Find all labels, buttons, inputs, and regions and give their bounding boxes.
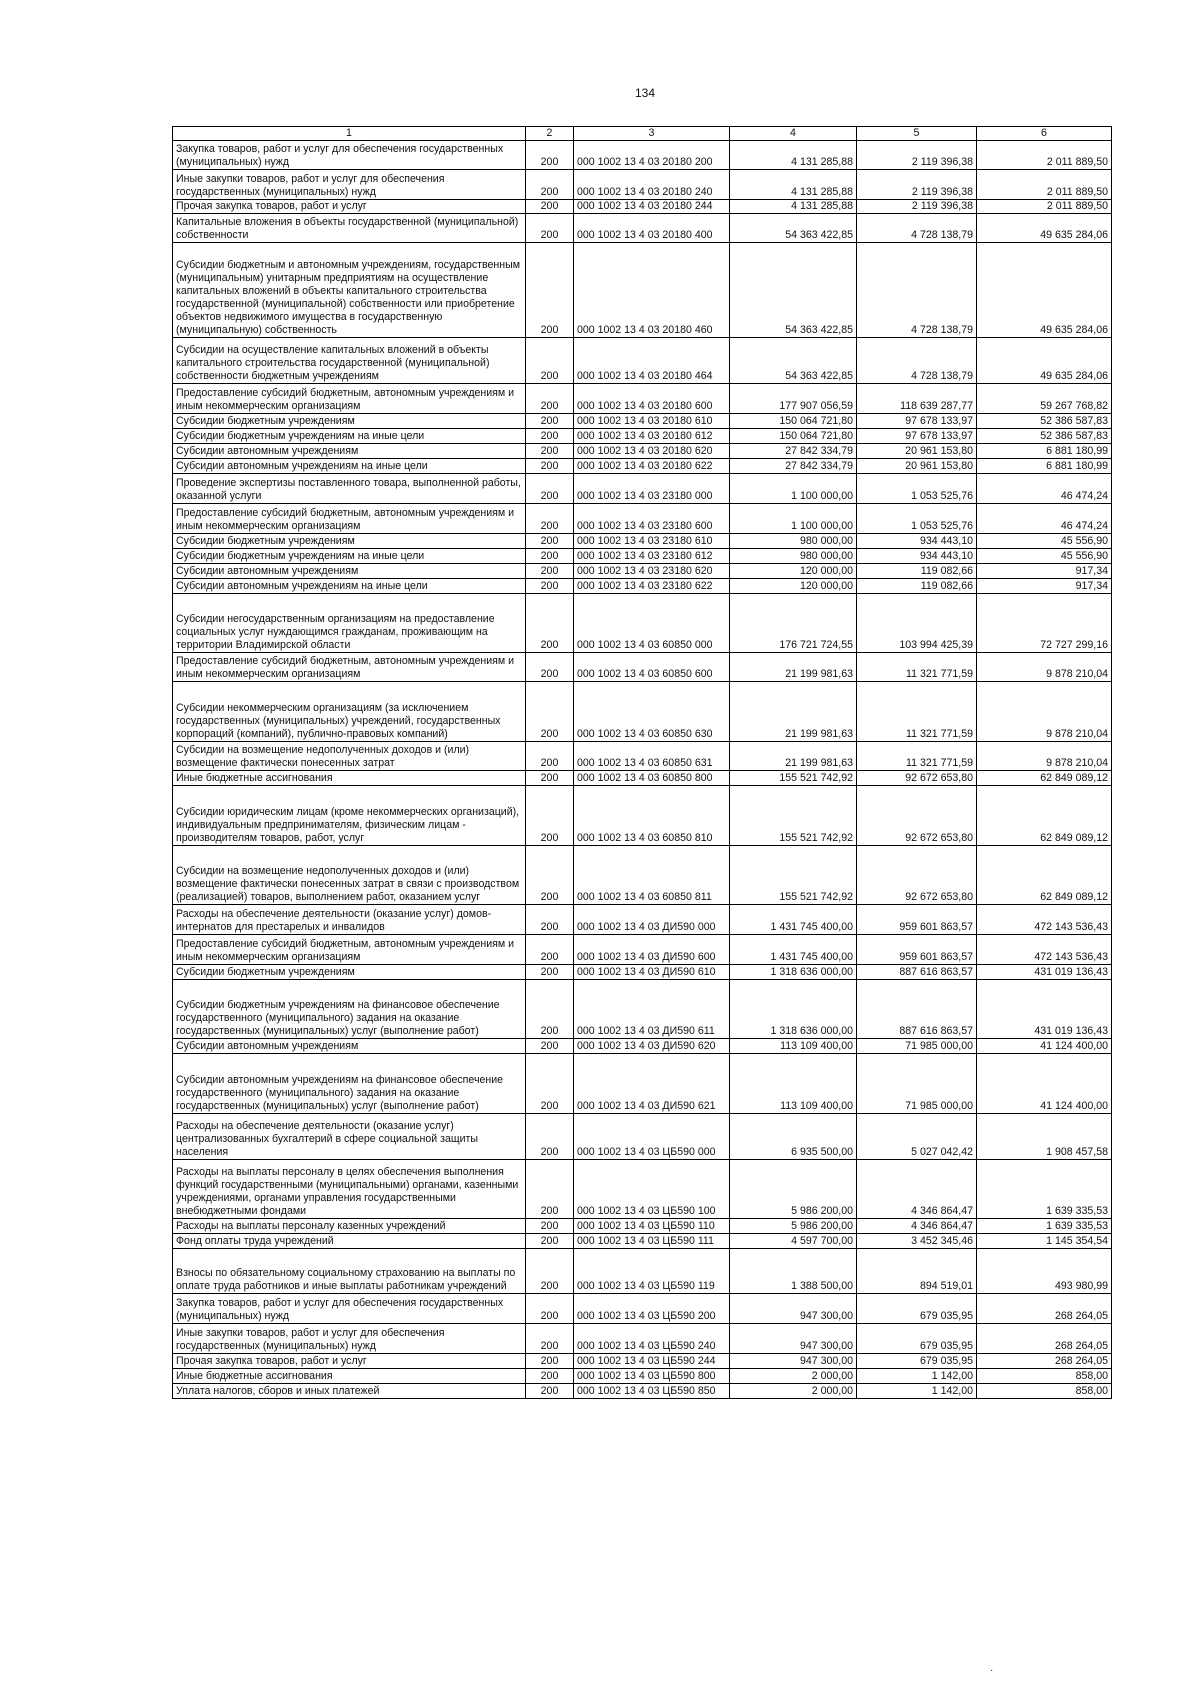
row-value-6: 9 878 210,04 [977, 742, 1112, 771]
scan-speck: · [990, 1665, 994, 1676]
row-grbs: 200 [526, 1039, 574, 1054]
row-code: 000 1002 13 4 03 20180 610 [574, 414, 730, 429]
table-row [173, 141, 1112, 170]
row-value-5: 934 443,10 [857, 549, 977, 564]
row-name: Иные бюджетные ассигнования [173, 771, 526, 786]
row-code: 000 1002 13 4 03 ДИ590 600 [574, 935, 730, 965]
row-name: Расходы на выплаты персоналу в целях обеспечения выполнения функций государственными (муниципальными) органами, казенными учреждениями, органами управления государственными внебюджетными фондами [173, 1160, 526, 1219]
budget-table [172, 126, 1112, 1399]
row-value-6: 9 878 210,04 [977, 682, 1112, 742]
table-row [173, 742, 1112, 771]
row-name: Проведение экспертизы поставленного товара, выполненной работы, оказанной услуги [173, 474, 526, 504]
row-code: 000 1002 13 4 03 ЦБ590 850 [574, 1384, 730, 1399]
row-value-6: 2 011 889,50 [977, 170, 1112, 200]
table-row [173, 1054, 1112, 1114]
row-value-5: 11 321 771,59 [857, 742, 977, 771]
row-grbs: 200 [526, 214, 574, 243]
row-grbs: 200 [526, 771, 574, 786]
row-code: 000 1002 13 4 03 23180 620 [574, 564, 730, 579]
table-row [173, 1369, 1112, 1384]
row-value-4: 4 131 285,88 [730, 170, 857, 200]
row-name: Предоставление субсидий бюджетным, автономным учреждениям и иным некоммерческим организациям [173, 653, 526, 682]
row-code: 000 1002 13 4 03 60850 631 [574, 742, 730, 771]
row-grbs: 200 [526, 980, 574, 1039]
row-grbs: 200 [526, 905, 574, 935]
row-code: 000 1002 13 4 03 60850 811 [574, 846, 730, 905]
row-grbs: 200 [526, 742, 574, 771]
row-value-5: 4 728 138,79 [857, 243, 977, 338]
table-row [173, 1324, 1112, 1354]
row-name: Субсидии бюджетным учреждениям на иные цели [173, 549, 526, 564]
row-name: Прочая закупка товаров, работ и услуг [173, 1354, 526, 1369]
row-value-4: 1 431 745 400,00 [730, 935, 857, 965]
table-row [173, 965, 1112, 980]
row-value-5: 1 142,00 [857, 1384, 977, 1399]
row-code: 000 1002 13 4 03 23180 622 [574, 579, 730, 594]
page-number: 134 [634, 86, 656, 100]
row-value-5: 4 346 864,47 [857, 1219, 977, 1234]
row-grbs: 200 [526, 200, 574, 214]
row-grbs: 200 [526, 384, 574, 414]
row-value-4: 113 109 400,00 [730, 1054, 857, 1114]
row-value-5: 97 678 133,97 [857, 414, 977, 429]
row-value-5: 103 994 425,39 [857, 594, 977, 653]
row-value-4: 54 363 422,85 [730, 338, 857, 384]
row-code: 000 1002 13 4 03 23180 610 [574, 534, 730, 549]
table-row [173, 846, 1112, 905]
row-name: Закупка товаров, работ и услуг для обеспечения государственных (муниципальных) нужд [173, 1294, 526, 1324]
row-value-6: 268 264,05 [977, 1324, 1112, 1354]
table-row [173, 594, 1112, 653]
row-value-4: 1 318 636 000,00 [730, 980, 857, 1039]
row-grbs: 200 [526, 474, 574, 504]
table-row [173, 474, 1112, 504]
row-value-5: 11 321 771,59 [857, 653, 977, 682]
row-name: Капитальные вложения в объекты государственной (муниципальной) собственности [173, 214, 526, 243]
row-grbs: 200 [526, 594, 574, 653]
row-value-5: 1 053 525,76 [857, 504, 977, 534]
row-value-5: 119 082,66 [857, 564, 977, 579]
row-name: Субсидии бюджетным учреждениям [173, 414, 526, 429]
row-value-4: 4 131 285,88 [730, 141, 857, 170]
row-code: 000 1002 13 4 03 20180 622 [574, 459, 730, 474]
row-value-4: 980 000,00 [730, 534, 857, 549]
row-code: 000 1002 13 4 03 20180 200 [574, 141, 730, 170]
row-grbs: 200 [526, 1234, 574, 1249]
table-row [173, 1219, 1112, 1234]
row-value-5: 20 961 153,80 [857, 459, 977, 474]
row-value-6: 41 124 400,00 [977, 1054, 1112, 1114]
row-value-6: 41 124 400,00 [977, 1039, 1112, 1054]
table-row [173, 653, 1112, 682]
row-value-5: 5 027 042,42 [857, 1114, 977, 1160]
row-code: 000 1002 13 4 03 60850 810 [574, 786, 730, 846]
table-row [173, 414, 1112, 429]
row-name: Субсидии бюджетным учреждениям на финансовое обеспечение государственного (муниципального) задания на оказание государственных (муниципальных) услуг (выполнение работ) [173, 980, 526, 1039]
row-grbs: 200 [526, 653, 574, 682]
row-value-5: 71 985 000,00 [857, 1039, 977, 1054]
row-value-4: 1 100 000,00 [730, 474, 857, 504]
table-row [173, 429, 1112, 444]
row-value-4: 5 986 200,00 [730, 1219, 857, 1234]
row-value-5: 119 082,66 [857, 579, 977, 594]
table-row [173, 534, 1112, 549]
row-name: Расходы на выплаты персоналу казенных учреждений [173, 1219, 526, 1234]
row-name: Закупка товаров, работ и услуг для обеспечения государственных (муниципальных) нужд [173, 141, 526, 170]
row-name: Иные закупки товаров, работ и услуг для обеспечения государственных (муниципальных) нужд [173, 1324, 526, 1354]
row-value-5: 4 728 138,79 [857, 214, 977, 243]
col-header-3: 3 [574, 127, 730, 141]
table-row [173, 444, 1112, 459]
row-value-4: 150 064 721,80 [730, 429, 857, 444]
row-code: 000 1002 13 4 03 20180 244 [574, 200, 730, 214]
row-value-6: 472 143 536,43 [977, 935, 1112, 965]
row-value-6: 72 727 299,16 [977, 594, 1112, 653]
row-code: 000 1002 13 4 03 ЦБ590 000 [574, 1114, 730, 1160]
row-value-5: 92 672 653,80 [857, 786, 977, 846]
table-row [173, 549, 1112, 564]
row-grbs: 200 [526, 1354, 574, 1369]
row-grbs: 200 [526, 1294, 574, 1324]
row-code: 000 1002 13 4 03 23180 600 [574, 504, 730, 534]
row-grbs: 200 [526, 1054, 574, 1114]
row-name: Субсидии на возмещение недополученных доходов и (или) возмещение фактически понесенных затрат в связи с производством (реализацией) товаров, выполнением работ, оказанием услуг [173, 846, 526, 905]
table-row [173, 564, 1112, 579]
row-value-6: 1 639 335,53 [977, 1160, 1112, 1219]
row-value-4: 1 388 500,00 [730, 1249, 857, 1294]
row-name: Субсидии бюджетным учреждениям на иные цели [173, 429, 526, 444]
row-value-6: 917,34 [977, 564, 1112, 579]
row-value-5: 2 119 396,38 [857, 141, 977, 170]
row-name: Субсидии автономным учреждениям на иные цели [173, 459, 526, 474]
row-value-4: 27 842 334,79 [730, 459, 857, 474]
row-value-6: 493 980,99 [977, 1249, 1112, 1294]
row-grbs: 200 [526, 1160, 574, 1219]
row-value-4: 21 199 981,63 [730, 682, 857, 742]
row-value-5: 2 119 396,38 [857, 170, 977, 200]
row-name: Расходы на обеспечение деятельности (оказание услуг) домов-интернатов для престарелых и инвалидов [173, 905, 526, 935]
row-value-6: 46 474,24 [977, 504, 1112, 534]
row-value-5: 4 728 138,79 [857, 338, 977, 384]
row-code: 000 1002 13 4 03 ЦБ590 800 [574, 1369, 730, 1384]
row-code: 000 1002 13 4 03 ДИ590 000 [574, 905, 730, 935]
row-value-6: 6 881 180,99 [977, 459, 1112, 474]
col-header-1: 1 [173, 127, 526, 141]
row-value-5: 934 443,10 [857, 534, 977, 549]
table-row [173, 338, 1112, 384]
row-code: 000 1002 13 4 03 ЦБ590 100 [574, 1160, 730, 1219]
table-row [173, 459, 1112, 474]
row-name: Иные закупки товаров, работ и услуг для обеспечения государственных (муниципальных) нужд [173, 170, 526, 200]
row-value-6: 1 145 354,54 [977, 1234, 1112, 1249]
row-code: 000 1002 13 4 03 20180 400 [574, 214, 730, 243]
row-grbs: 200 [526, 1369, 574, 1384]
row-value-6: 1 908 457,58 [977, 1114, 1112, 1160]
row-value-6: 917,34 [977, 579, 1112, 594]
row-value-6: 472 143 536,43 [977, 905, 1112, 935]
row-grbs: 200 [526, 1249, 574, 1294]
row-value-5: 20 961 153,80 [857, 444, 977, 459]
row-name: Субсидии автономным учреждениям на финансовое обеспечение государственного (муниципального) задания на оказание государственных (муниципальных) услуг (выполнение работ) [173, 1054, 526, 1114]
row-grbs: 200 [526, 1384, 574, 1399]
table-row [173, 214, 1112, 243]
table-row [173, 1039, 1112, 1054]
row-value-4: 1 431 745 400,00 [730, 905, 857, 935]
row-name: Субсидии бюджетным учреждениям [173, 965, 526, 980]
row-value-6: 45 556,90 [977, 549, 1112, 564]
table-row [173, 384, 1112, 414]
row-name: Субсидии автономным учреждениям [173, 444, 526, 459]
row-value-6: 52 386 587,83 [977, 429, 1112, 444]
col-header-6: 6 [977, 127, 1112, 141]
row-grbs: 200 [526, 846, 574, 905]
row-value-4: 155 521 742,92 [730, 786, 857, 846]
row-code: 000 1002 13 4 03 20180 240 [574, 170, 730, 200]
row-grbs: 200 [526, 682, 574, 742]
row-value-6: 49 635 284,06 [977, 214, 1112, 243]
row-grbs: 200 [526, 564, 574, 579]
row-value-5: 679 035,95 [857, 1354, 977, 1369]
row-code: 000 1002 13 4 03 60850 630 [574, 682, 730, 742]
row-value-6: 45 556,90 [977, 534, 1112, 549]
row-value-4: 155 521 742,92 [730, 771, 857, 786]
row-value-4: 21 199 981,63 [730, 653, 857, 682]
row-value-5: 2 119 396,38 [857, 200, 977, 214]
row-value-4: 947 300,00 [730, 1354, 857, 1369]
row-code: 000 1002 13 4 03 20180 600 [574, 384, 730, 414]
row-value-4: 1 318 636 000,00 [730, 965, 857, 980]
table-row [173, 786, 1112, 846]
row-name: Уплата налогов, сборов и иных платежей [173, 1384, 526, 1399]
table-row [173, 579, 1112, 594]
row-value-6: 2 011 889,50 [977, 200, 1112, 214]
row-value-5: 959 601 863,57 [857, 935, 977, 965]
row-value-4: 5 986 200,00 [730, 1160, 857, 1219]
row-value-4: 6 935 500,00 [730, 1114, 857, 1160]
row-code: 000 1002 13 4 03 20180 460 [574, 243, 730, 338]
row-value-4: 2 000,00 [730, 1384, 857, 1399]
row-value-5: 11 321 771,59 [857, 682, 977, 742]
table-row [173, 1384, 1112, 1399]
row-name: Субсидии автономным учреждениям на иные цели [173, 579, 526, 594]
row-value-4: 2 000,00 [730, 1369, 857, 1384]
table-row [173, 200, 1112, 214]
table-row [173, 1249, 1112, 1294]
row-value-6: 2 011 889,50 [977, 141, 1112, 170]
row-name: Субсидии юридическим лицам (кроме некоммерческих организаций), индивидуальным предпринимателям, физическим лицам - производителям товаров, работ, услуг [173, 786, 526, 846]
row-grbs: 200 [526, 786, 574, 846]
row-code: 000 1002 13 4 03 ДИ590 621 [574, 1054, 730, 1114]
table-row [173, 243, 1112, 338]
row-value-4: 4 597 700,00 [730, 1234, 857, 1249]
row-value-4: 150 064 721,80 [730, 414, 857, 429]
row-value-6: 431 019 136,43 [977, 965, 1112, 980]
table-row [173, 905, 1112, 935]
row-code: 000 1002 13 4 03 ЦБ590 240 [574, 1324, 730, 1354]
row-code: 000 1002 13 4 03 ДИ590 611 [574, 980, 730, 1039]
row-grbs: 200 [526, 141, 574, 170]
row-value-6: 59 267 768,82 [977, 384, 1112, 414]
row-code: 000 1002 13 4 03 ЦБ590 111 [574, 1234, 730, 1249]
row-grbs: 200 [526, 935, 574, 965]
row-value-5: 4 346 864,47 [857, 1160, 977, 1219]
row-grbs: 200 [526, 1324, 574, 1354]
row-value-5: 1 142,00 [857, 1369, 977, 1384]
row-name: Взносы по обязательному социальному страхованию на выплаты по оплате труда работников и иные выплаты работникам учреждений [173, 1249, 526, 1294]
table-row [173, 504, 1112, 534]
row-code: 000 1002 13 4 03 60850 000 [574, 594, 730, 653]
row-code: 000 1002 13 4 03 ЦБ590 200 [574, 1294, 730, 1324]
row-grbs: 200 [526, 534, 574, 549]
row-name: Субсидии некоммерческим организациям (за исключением государственных (муниципальных) учреждений, государственных корпораций (компаний), публично-правовых компаний) [173, 682, 526, 742]
table-row [173, 1234, 1112, 1249]
row-grbs: 200 [526, 1114, 574, 1160]
row-name: Иные бюджетные ассигнования [173, 1369, 526, 1384]
row-value-6: 858,00 [977, 1369, 1112, 1384]
row-grbs: 200 [526, 579, 574, 594]
row-value-5: 887 616 863,57 [857, 965, 977, 980]
row-code: 000 1002 13 4 03 23180 612 [574, 549, 730, 564]
row-value-6: 62 849 089,12 [977, 771, 1112, 786]
row-value-5: 92 672 653,80 [857, 846, 977, 905]
row-value-6: 858,00 [977, 1384, 1112, 1399]
row-name: Субсидии бюджетным и автономным учреждениям, государственным (муниципальным) унитарным предприятиям на осуществление капитальных вложений в объекты капитального строительства государственной (муниципальной) собственности или приобретение объектов недвижимого имущества в государственную (муниципальную) собственность [173, 243, 526, 338]
row-code: 000 1002 13 4 03 60850 800 [574, 771, 730, 786]
table-row [173, 170, 1112, 200]
row-value-4: 54 363 422,85 [730, 214, 857, 243]
row-value-4: 4 131 285,88 [730, 200, 857, 214]
row-value-4: 120 000,00 [730, 564, 857, 579]
row-value-5: 679 035,95 [857, 1294, 977, 1324]
row-value-6: 268 264,05 [977, 1294, 1112, 1324]
row-value-4: 155 521 742,92 [730, 846, 857, 905]
row-name: Предоставление субсидий бюджетным, автономным учреждениям и иным некоммерческим организациям [173, 384, 526, 414]
row-code: 000 1002 13 4 03 20180 620 [574, 444, 730, 459]
row-value-5: 679 035,95 [857, 1324, 977, 1354]
row-value-5: 92 672 653,80 [857, 771, 977, 786]
row-grbs: 200 [526, 459, 574, 474]
row-code: 000 1002 13 4 03 20180 464 [574, 338, 730, 384]
row-value-4: 27 842 334,79 [730, 444, 857, 459]
row-grbs: 200 [526, 1219, 574, 1234]
row-grbs: 200 [526, 965, 574, 980]
col-header-5: 5 [857, 127, 977, 141]
row-value-5: 887 616 863,57 [857, 980, 977, 1039]
row-value-6: 52 386 587,83 [977, 414, 1112, 429]
row-code: 000 1002 13 4 03 ДИ590 610 [574, 965, 730, 980]
row-value-4: 176 721 724,55 [730, 594, 857, 653]
row-value-4: 947 300,00 [730, 1294, 857, 1324]
row-value-6: 431 019 136,43 [977, 980, 1112, 1039]
row-grbs: 200 [526, 504, 574, 534]
table-body [173, 141, 1112, 1399]
row-name: Субсидии автономным учреждениям [173, 1039, 526, 1054]
row-grbs: 200 [526, 170, 574, 200]
col-header-2: 2 [526, 127, 574, 141]
row-value-6: 49 635 284,06 [977, 338, 1112, 384]
row-name: Фонд оплаты труда учреждений [173, 1234, 526, 1249]
row-name: Субсидии автономным учреждениям [173, 564, 526, 579]
row-name: Субсидии негосударственным организациям на предоставление социальных услуг нуждающимся гражданам, проживающим на территории Владимирской области [173, 594, 526, 653]
row-name: Предоставление субсидий бюджетным, автономным учреждениям и иным некоммерческим организациям [173, 504, 526, 534]
table-row [173, 1354, 1112, 1369]
row-code: 000 1002 13 4 03 60850 600 [574, 653, 730, 682]
table-row [173, 980, 1112, 1039]
row-value-4: 980 000,00 [730, 549, 857, 564]
row-value-4: 177 907 056,59 [730, 384, 857, 414]
row-value-6: 46 474,24 [977, 474, 1112, 504]
row-value-4: 21 199 981,63 [730, 742, 857, 771]
table-row [173, 1160, 1112, 1219]
row-grbs: 200 [526, 429, 574, 444]
row-value-6: 6 881 180,99 [977, 444, 1112, 459]
row-value-5: 97 678 133,97 [857, 429, 977, 444]
row-code: 000 1002 13 4 03 23180 000 [574, 474, 730, 504]
col-header-4: 4 [730, 127, 857, 141]
row-grbs: 200 [526, 549, 574, 564]
row-grbs: 200 [526, 444, 574, 459]
row-value-6: 1 639 335,53 [977, 1219, 1112, 1234]
table-row [173, 682, 1112, 742]
row-code: 000 1002 13 4 03 ЦБ590 110 [574, 1219, 730, 1234]
row-value-5: 1 053 525,76 [857, 474, 977, 504]
row-name: Предоставление субсидий бюджетным, автономным учреждениям и иным некоммерческим организациям [173, 935, 526, 965]
row-grbs: 200 [526, 243, 574, 338]
table-row [173, 935, 1112, 965]
row-value-4: 120 000,00 [730, 579, 857, 594]
table-row [173, 1294, 1112, 1324]
row-value-6: 62 849 089,12 [977, 786, 1112, 846]
row-name: Прочая закупка товаров, работ и услуг [173, 200, 526, 214]
row-code: 000 1002 13 4 03 ЦБ590 119 [574, 1249, 730, 1294]
row-value-4: 54 363 422,85 [730, 243, 857, 338]
row-code: 000 1002 13 4 03 20180 612 [574, 429, 730, 444]
row-value-6: 268 264,05 [977, 1354, 1112, 1369]
row-name: Субсидии на осуществление капитальных вложений в объекты капитального строительства государственной (муниципальной) собственности бюджетным учреждениям [173, 338, 526, 384]
row-value-5: 118 639 287,77 [857, 384, 977, 414]
row-value-6: 49 635 284,06 [977, 243, 1112, 338]
table-row [173, 1114, 1112, 1160]
row-code: 000 1002 13 4 03 ДИ590 620 [574, 1039, 730, 1054]
row-grbs: 200 [526, 414, 574, 429]
row-grbs: 200 [526, 338, 574, 384]
row-value-5: 71 985 000,00 [857, 1054, 977, 1114]
row-name: Субсидии бюджетным учреждениям [173, 534, 526, 549]
row-code: 000 1002 13 4 03 ЦБ590 244 [574, 1354, 730, 1369]
row-value-5: 959 601 863,57 [857, 905, 977, 935]
row-value-5: 3 452 345,46 [857, 1234, 977, 1249]
row-name: Расходы на обеспечение деятельности (оказание услуг) централизованных бухгалтерий в сфере социальной защиты населения [173, 1114, 526, 1160]
row-value-6: 9 878 210,04 [977, 653, 1112, 682]
table-header-row [173, 127, 1112, 141]
row-value-5: 894 519,01 [857, 1249, 977, 1294]
row-value-4: 947 300,00 [730, 1324, 857, 1354]
table-row [173, 771, 1112, 786]
row-value-4: 1 100 000,00 [730, 504, 857, 534]
row-value-6: 62 849 089,12 [977, 846, 1112, 905]
row-value-4: 113 109 400,00 [730, 1039, 857, 1054]
row-name: Субсидии на возмещение недополученных доходов и (или) возмещение фактически понесенных затрат [173, 742, 526, 771]
